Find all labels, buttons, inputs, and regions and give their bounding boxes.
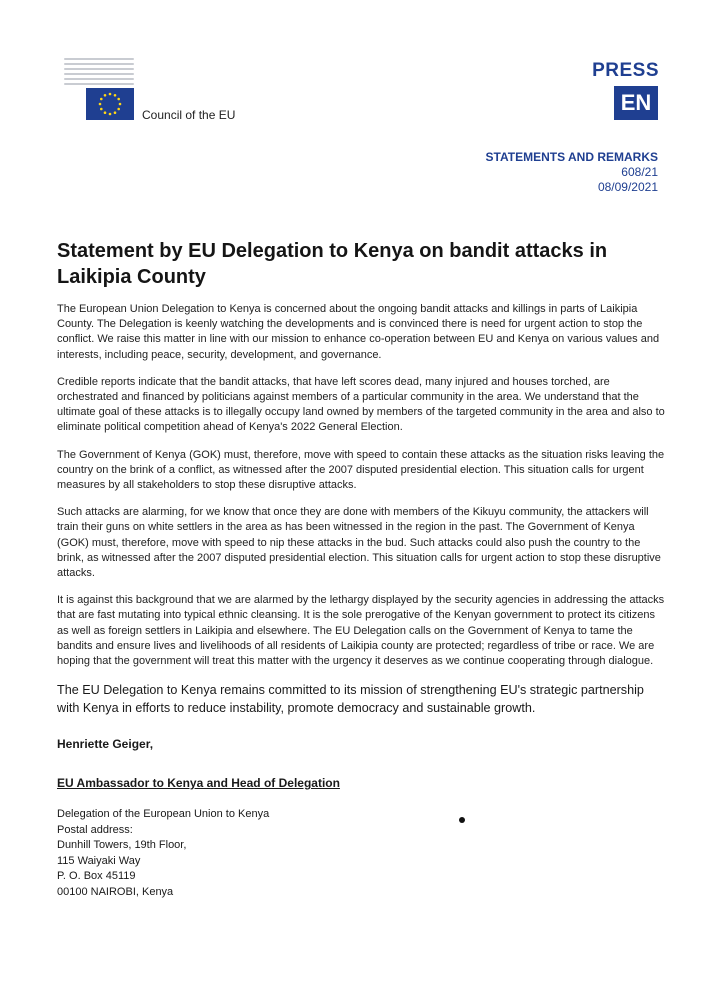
paragraph: The Government of Kenya (GOK) must, therefore, move with speed to contain these attacks as the situation risks leaving the country on the brink of a conflict, as witnessed after the 2007 disputed presidential election. This situation calls for urgent measures by all stakeholders to stop these disruptive attacks. (57, 448, 665, 492)
page-title: Statement by EU Delegation to Kenya on bandit attacks in Laikipia County (57, 240, 608, 288)
address-line: 115 Waiyaki Way (57, 854, 141, 867)
meta-date: 08/09/2021 (597, 180, 658, 194)
closing-paragraph: The EU Delegation to Kenya remains committed to its mission of strengthening EU's strategic partnership with Kenya in efforts to reduce instability, promote democracy and sustainable growth. (57, 683, 644, 716)
postal-address (57, 807, 269, 900)
address-line: P. O. Box 45119 (57, 870, 136, 882)
address-line: Delegation of the European Union to Kenya (57, 808, 270, 820)
paragraph: Credible reports indicate that the bandit attacks, that have left scores dead, many injured and houses torched, are orchestrated and financed by politicians against members of a particular community in the area. We understand that the ultimate goal of these attacks is to illegally occupy land owned by members of the targeted community in the area and also to eliminate political competition ahead of Kenya's 2022 General Election. (57, 375, 665, 434)
address-line: Dunhill Towers, 19th Floor, (57, 839, 187, 851)
council-logo (64, 58, 254, 128)
statement-body (57, 302, 669, 731)
document-meta (486, 150, 658, 195)
signer-title: EU Ambassador to Kenya and Head of Delegation (57, 776, 340, 790)
stray-dot (459, 817, 465, 823)
address-line: 00100 NAIROBI, Kenya (57, 885, 174, 898)
paragraph: It is against this background that we are alarmed by the lethargy displayed by the security agencies in addressing the attacks that are fast mutating into typical ethnic cleansing. It is the sole prerogative of the Kenyan government to protect its citizens as well as foreign settlers in Laikipia and elsewhere. The EU Delegation calls on the Government of Kenya to tame the bandits and ensure lives and livelihoods of all residents of Laikipia county are protected; regardless of tribe or race. We are hoping that the government will treat this matter with the urgency it deserves as we continue cooperating through dialogue. (57, 594, 665, 668)
eu-flag-icon (86, 88, 134, 120)
address-line: Postal address: (57, 823, 133, 836)
language-badge: EN (614, 86, 658, 120)
building-lines-icon (64, 58, 134, 90)
meta-category: STATEMENTS AND REMARKS (485, 150, 658, 164)
press-label: PRESS (592, 60, 659, 81)
meta-reference: 608/21 (621, 165, 658, 179)
paragraph: Such attacks are alarming, for we know that once they are done with members of the Kikuyu community, the attackers will train their guns on white settlers in the area as has been witnessed in the region in the past. The Government of Kenya (GOK) must, therefore, move with speed to nip these attacks in the bud. Such attacks could also push the country to the brink, as witnessed after the 2007 disputed presidential election. This situation calls for urgent action to stop these disruptive attacks. (57, 506, 661, 580)
signer-name: Henriette Geiger, (57, 737, 154, 751)
organization-name: Council of the EU (142, 108, 236, 122)
paragraph: The European Union Delegation to Kenya is concerned about the ongoing bandit attacks and killings in parts of Laikipia County. The Delegation is keenly watching the developments and is convinced there is need for urgent action to stop the conflict. We raise this matter in line with our mission to enhance co-operation between EU and Kenya on various values and interests, including peace, security, development, and governance. (57, 303, 660, 361)
